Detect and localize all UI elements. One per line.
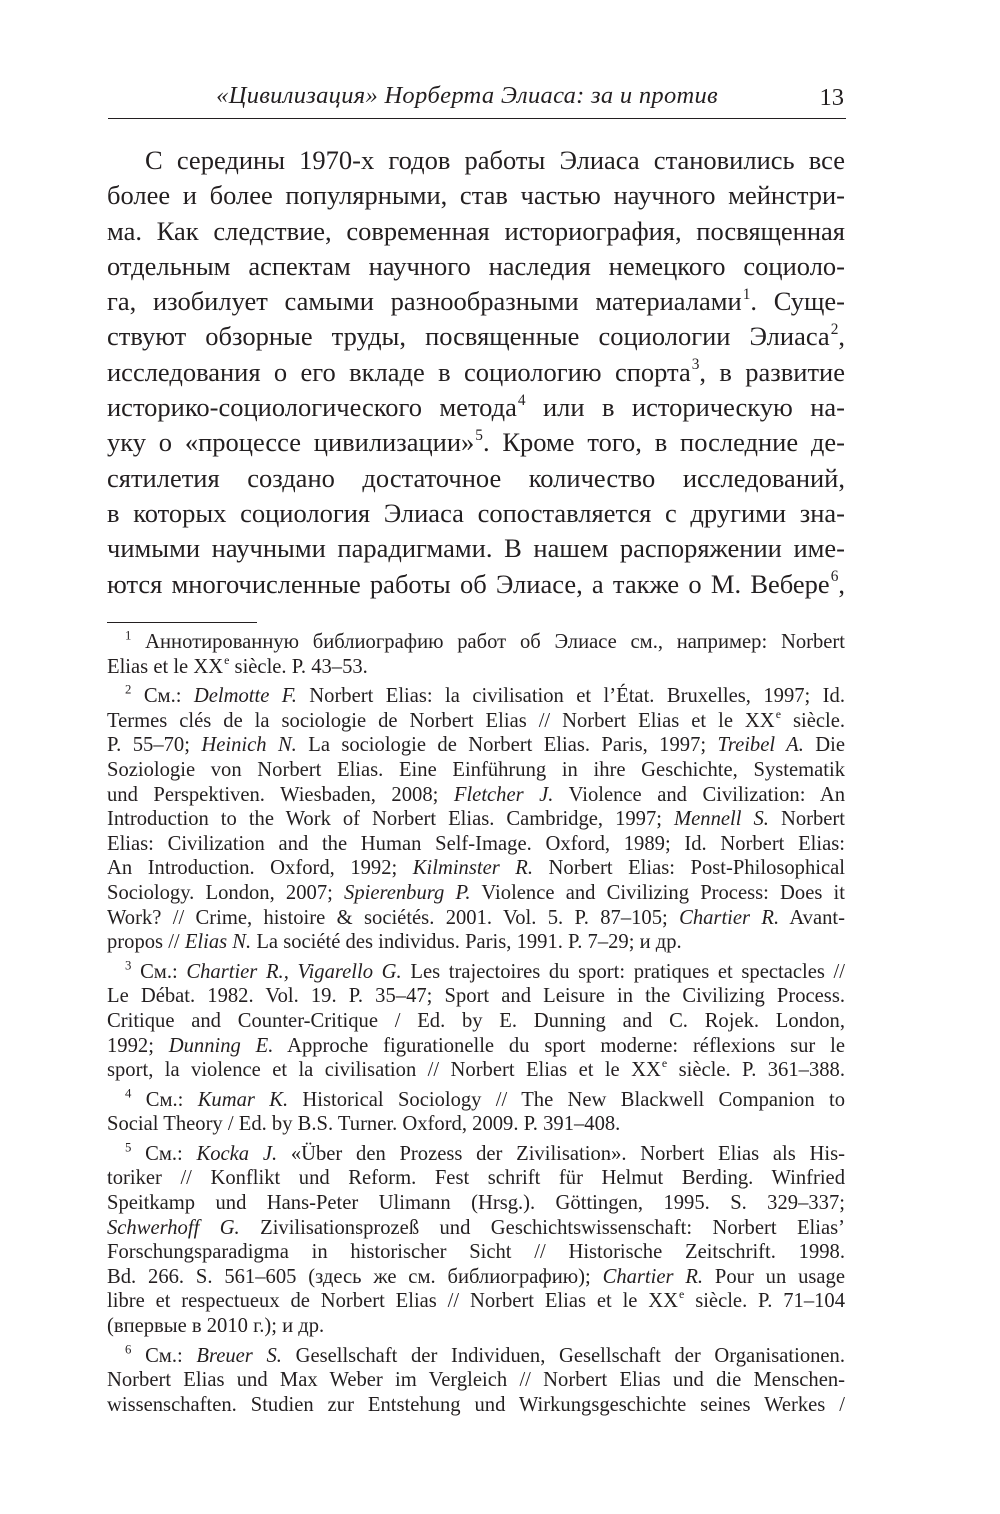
footnote-line: Termes clés de la sociologie de Norbert Elias // Norbert Elias et le XXe siècle.	[107, 706, 845, 732]
body-line: уку о «процессе цивилизации»$^5$. Кроме того, в последние де-	[107, 426, 845, 458]
footnote-line: Social Theory / Ed. by B.S. Turner. Oxford, 2009. P. 391–408.	[107, 1113, 621, 1136]
footnote-line: Elias et le XXe siècle. P. 43–53.	[107, 652, 368, 678]
body-line: сятилетия создано достаточное количество исследований,	[107, 462, 845, 493]
footnote-line: Le Débat. 1982. Vol. 19. P. 35–47; Sport and Leisure in the Civilizing Process.	[107, 985, 845, 1008]
footnote-line: Soziologie von Norbert Elias. Eine Einführung in ihre Geschichte, Systematik	[107, 758, 845, 781]
footnote-number: 6	[125, 1342, 132, 1357]
footnote-line: libre et respectueux de Norbert Elias // Norbert Elias et le XXe siècle. P. 71–104	[107, 1287, 846, 1313]
body-line: исследования о его вкладе в социологию спорта$^3$, в развитие	[107, 356, 845, 387]
footnote-ref: 5	[475, 426, 483, 444]
body-line: ются многочисленные работы об Элиасе, а также о М. Вебере$^6$,	[107, 568, 845, 599]
footnote-4	[107, 1088, 845, 1137]
body-line: ма. Как следствие, современная историография, посвященная	[107, 215, 845, 246]
footnote-line: (впервые в 2010 г.); и др.	[107, 1315, 325, 1338]
footnote-separator	[107, 622, 257, 623]
footnote-number: 3	[125, 958, 132, 973]
footnote-line: und Perspektiven. Wiesbaden, 2008; Fletcher J. Violence and Civilization: An	[107, 783, 846, 806]
footnote-ref: 3	[691, 356, 700, 374]
footnote-6	[107, 1344, 845, 1418]
page-number: 13	[819, 84, 844, 111]
body-line: ствуют обзорные труды, посвященные социологии Элиаса$^2$,	[107, 320, 845, 352]
running-title: «Цивилизация» Норберта Элиаса: за и против	[216, 82, 718, 109]
footnote-line: toriker // Konflikt und Reform. Fest schrift für Helmut Berding. Winfried	[107, 1167, 845, 1190]
body-line: га, изобилует самыми разнообразными материалами$^1$. Суще-	[107, 285, 845, 317]
footnote-line: 1992; Dunning E. Approche figurationelle du sport moderne: réflexions sur le	[107, 1034, 845, 1057]
body-line: чимыми научными парадигмами. В нашем распоряжении име-	[107, 533, 845, 564]
running-head	[108, 78, 846, 119]
footnote-line: $^6$ См.: Breuer S. Gesellschaft der Individuen, Gesellschaft der Organisationen.	[125, 1342, 845, 1367]
body-line: отдельным аспектам научного наследия немецкого социоло-	[107, 250, 845, 281]
footnote-5	[107, 1142, 845, 1339]
footnote-line: Speitkamp und Hans-Peter Ulimann (Hrsg.). Göttingen, 1995. S. 329–337;	[107, 1192, 845, 1215]
footnote-line: $^1$ Аннотированную библиографию работ об Элиасе см., например: Norbert	[125, 628, 845, 653]
body-line: более и более популярными, став частью научного мейнстри-	[107, 180, 845, 211]
footnote-line: Work? // Crime, histoire & sociétés. 2001. Vol. 5. P. 87–105; Chartier R. Avant-	[107, 906, 845, 929]
footnote-2	[107, 684, 845, 955]
footnote-line: Critique and Counter-Critique / Ed. by E. Dunning and C. Rojek. London,	[107, 1009, 845, 1032]
footnote-1	[107, 630, 845, 679]
body-line: историко-социологического метода$^4$ или в историческую на-	[107, 391, 845, 423]
footnote-line: $^5$ См.: Kocka J. «Über den Prozess der Zivilisation». Norbert Elias als His-	[125, 1140, 845, 1165]
footnote-line: $^3$ См.: Chartier R., Vigarello G. Les trajectoires du sport: pratiques et spectacles //	[125, 958, 845, 983]
footnote-line: $^4$ См.: Kumar K. Historical Sociology // The New Blackwell Companion to	[125, 1086, 845, 1111]
main-paragraph	[107, 143, 845, 602]
footnote-line: Forschungsparadigma in historischer Sicht // Historische Zeitschrift. 1998.	[107, 1241, 845, 1264]
footnote-ref: 4	[517, 391, 526, 409]
footnote-number: 4	[125, 1086, 132, 1101]
footnote-line: An Introduction. Oxford, 1992; Kilminster R. Norbert Elias: Post-Philosophical	[107, 857, 845, 880]
footnote-line: P. 55–70; Heinich N. La sociologie de Norbert Elias. Paris, 1997; Treibel A. Die	[107, 734, 845, 757]
footnote-line: sport, la violence et la civilisation // Norbert Elias et le XXe siècle. P. 361–388.	[107, 1056, 845, 1082]
footnote-line: wissenschaften. Studien zur Entstehung und Wirkungsgeschichte seines Werkes /	[107, 1393, 845, 1416]
footnote-line: Norbert Elias und Max Weber im Vergleich // Norbert Elias und die Menschen-	[107, 1369, 845, 1392]
footnote-line: propos // Elias N. La société des individus. Paris, 1991. P. 7–29; и др.	[107, 931, 682, 954]
footnote-number: 5	[125, 1140, 132, 1155]
footnote-line: Schwerhoff G. Zivilisationsprozeß und Geschichtswissenschaft: Norbert Elias’	[107, 1216, 845, 1239]
footnote-line: Sociology. London, 2007; Spierenburg P. Violence and Civilizing Process: Does it	[107, 881, 845, 904]
footnote-ref: 2	[830, 320, 839, 338]
footnote-ref: 6	[830, 568, 839, 586]
footnotes	[107, 630, 845, 1422]
footnote-number: 1	[125, 628, 132, 643]
body-line: в которых социология Элиаса сопоставляется с другими зна-	[107, 497, 845, 528]
footnote-ref: 1	[742, 285, 751, 303]
footnote-line: $^2$ См.: Delmotte F. Norbert Elias: la civilisation et l’État. Bruxelles, 1997; Id.	[125, 682, 845, 708]
footnote-number: 2	[125, 682, 132, 697]
body-line: С середины 1970-х годов работы Элиаса становились все	[145, 145, 845, 175]
footnote-3	[107, 960, 845, 1083]
footnote-line: Introduction to the Work of Norbert Elias. Cambridge, 1997; Mennell S. Norbert	[107, 808, 845, 831]
footnote-line: Bd. 266. S. 561–605 (здесь же см. библиографию); Chartier R. Pour un usage	[107, 1265, 845, 1288]
footnote-line: Elias: Civilization and the Human Self-Image. Oxford, 1989; Id. Norbert Elias:	[107, 832, 845, 855]
